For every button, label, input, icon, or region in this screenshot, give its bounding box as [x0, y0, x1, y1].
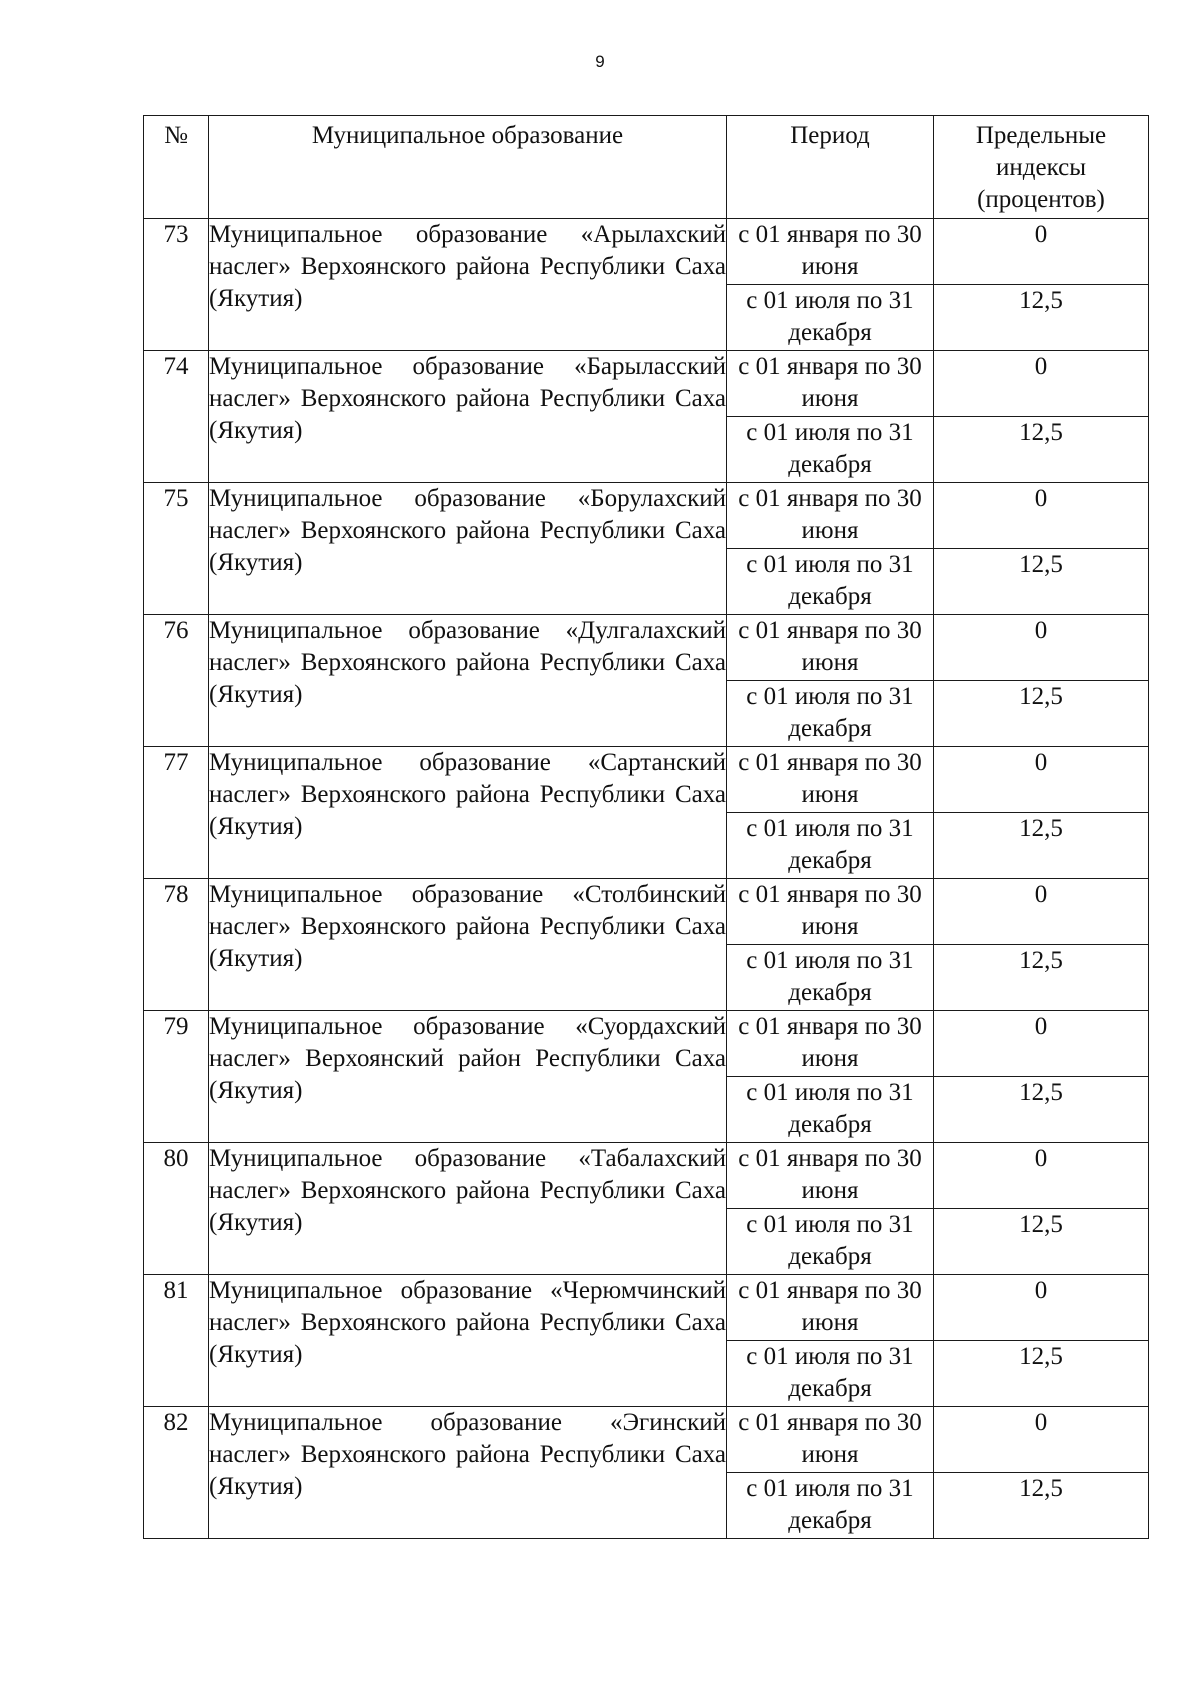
- row-number: 75: [144, 483, 209, 615]
- period-first-half: с 01 января по 30 июня: [727, 1275, 934, 1341]
- period-first-half: с 01 января по 30 июня: [727, 615, 934, 681]
- index-second-half: 12,5: [934, 1209, 1149, 1275]
- municipality-name: Муниципальное образование «Столбинский наслег» Верхоянского района Республики Саха (Якутия): [209, 881, 726, 972]
- municipality-name: Муниципальное образование «Сартанский наслег» Верхоянского района Республики Саха (Якутия): [209, 749, 726, 840]
- index-first-half: 0: [934, 1275, 1149, 1341]
- index-second-half: 12,5: [934, 549, 1149, 615]
- row-number: 77: [144, 747, 209, 879]
- index-second-half: 12,5: [934, 417, 1149, 483]
- period-first-half: с 01 января по 30 июня: [727, 1407, 934, 1473]
- table-row: [144, 1407, 1149, 1473]
- header-period: Период: [727, 116, 934, 219]
- municipality-cell: [209, 219, 727, 351]
- period-first-half: с 01 января по 30 июня: [727, 747, 934, 813]
- index-first-half: 0: [934, 1011, 1149, 1077]
- row-number: 74: [144, 351, 209, 483]
- index-first-half: 0: [934, 879, 1149, 945]
- municipality-cell: [209, 351, 727, 483]
- period-second-half: с 01 июля по 31 декабря: [727, 813, 934, 879]
- municipality-cell: [209, 615, 727, 747]
- header-row: [144, 116, 1149, 219]
- table-header: [144, 116, 1149, 219]
- municipality-cell: [209, 1275, 727, 1407]
- period-first-half: с 01 января по 30 июня: [727, 1143, 934, 1209]
- table-row: [144, 1143, 1149, 1209]
- period-second-half: с 01 июля по 31 декабря: [727, 1077, 934, 1143]
- table-row: [144, 483, 1149, 549]
- period-first-half: с 01 января по 30 июня: [727, 1011, 934, 1077]
- table-row: [144, 351, 1149, 417]
- index-second-half: 12,5: [934, 681, 1149, 747]
- row-number: 80: [144, 1143, 209, 1275]
- row-number: 78: [144, 879, 209, 1011]
- index-first-half: 0: [934, 1143, 1149, 1209]
- period-second-half: с 01 июля по 31 декабря: [727, 945, 934, 1011]
- municipality-cell: [209, 879, 727, 1011]
- table-row: [144, 1275, 1149, 1341]
- period-second-half: с 01 июля по 31 декабря: [727, 417, 934, 483]
- table-row: [144, 747, 1149, 813]
- index-first-half: 0: [934, 483, 1149, 549]
- header-index: Предельные индексы (процентов): [934, 116, 1149, 219]
- municipality-name: Муниципальное образование «Барыласский наслег» Верхоянского района Республики Саха (Якутия): [209, 353, 726, 444]
- period-first-half: с 01 января по 30 июня: [727, 879, 934, 945]
- tariff-index-table: [143, 115, 1149, 1539]
- period-second-half: с 01 июля по 31 декабря: [727, 681, 934, 747]
- municipality-name: Муниципальное образование «Эгинский наслег» Верхоянского района Республики Саха (Якутия): [209, 1409, 726, 1500]
- period-second-half: с 01 июля по 31 декабря: [727, 1209, 934, 1275]
- index-second-half: 12,5: [934, 1077, 1149, 1143]
- period-first-half: с 01 января по 30 июня: [727, 219, 934, 285]
- table-body: [144, 219, 1149, 1539]
- row-number: 76: [144, 615, 209, 747]
- row-number: 81: [144, 1275, 209, 1407]
- period-second-half: с 01 июля по 31 декабря: [727, 1341, 934, 1407]
- municipality-name: Муниципальное образование «Черюмчинский наслег» Верхоянского района Республики Саха (Якутия): [209, 1277, 726, 1368]
- table-row: [144, 615, 1149, 681]
- period-first-half: с 01 января по 30 июня: [727, 483, 934, 549]
- row-number: 73: [144, 219, 209, 351]
- row-number: 82: [144, 1407, 209, 1539]
- municipality-cell: [209, 1011, 727, 1143]
- index-first-half: 0: [934, 1407, 1149, 1473]
- municipality-cell: [209, 483, 727, 615]
- index-first-half: 0: [934, 747, 1149, 813]
- table-row: [144, 879, 1149, 945]
- header-municipality: Муниципальное образование: [209, 116, 727, 219]
- municipality-cell: [209, 747, 727, 879]
- index-second-half: 12,5: [934, 1473, 1149, 1539]
- index-second-half: 12,5: [934, 285, 1149, 351]
- table-row: [144, 219, 1149, 285]
- table-row: [144, 1011, 1149, 1077]
- index-second-half: 12,5: [934, 1341, 1149, 1407]
- period-first-half: с 01 января по 30 июня: [727, 351, 934, 417]
- index-second-half: 12,5: [934, 813, 1149, 879]
- municipality-name: Муниципальное образование «Борулахский наслег» Верхоянского района Республики Саха (Якутия): [209, 485, 726, 576]
- period-second-half: с 01 июля по 31 декабря: [727, 1473, 934, 1539]
- municipality-name: Муниципальное образование «Дулгалахский наслег» Верхоянского района Республики Саха (Якутия): [209, 617, 726, 708]
- period-second-half: с 01 июля по 31 декабря: [727, 549, 934, 615]
- municipality-cell: [209, 1143, 727, 1275]
- page-number: 9: [595, 52, 605, 71]
- index-first-half: 0: [934, 351, 1149, 417]
- index-first-half: 0: [934, 615, 1149, 681]
- period-second-half: с 01 июля по 31 декабря: [727, 285, 934, 351]
- municipality-name: Муниципальное образование «Суордахский наслег» Верхоянский район Республики Саха (Якутия): [209, 1013, 726, 1104]
- municipality-cell: [209, 1407, 727, 1539]
- index-first-half: 0: [934, 219, 1149, 285]
- index-second-half: 12,5: [934, 945, 1149, 1011]
- header-number: №: [144, 116, 209, 219]
- row-number: 79: [144, 1011, 209, 1143]
- municipality-name: Муниципальное образование «Табалахский наслег» Верхоянского района Республики Саха (Якутия): [209, 1145, 726, 1236]
- municipality-name: Муниципальное образование «Арылахский наслег» Верхоянского района Республики Саха (Якутия): [209, 221, 726, 312]
